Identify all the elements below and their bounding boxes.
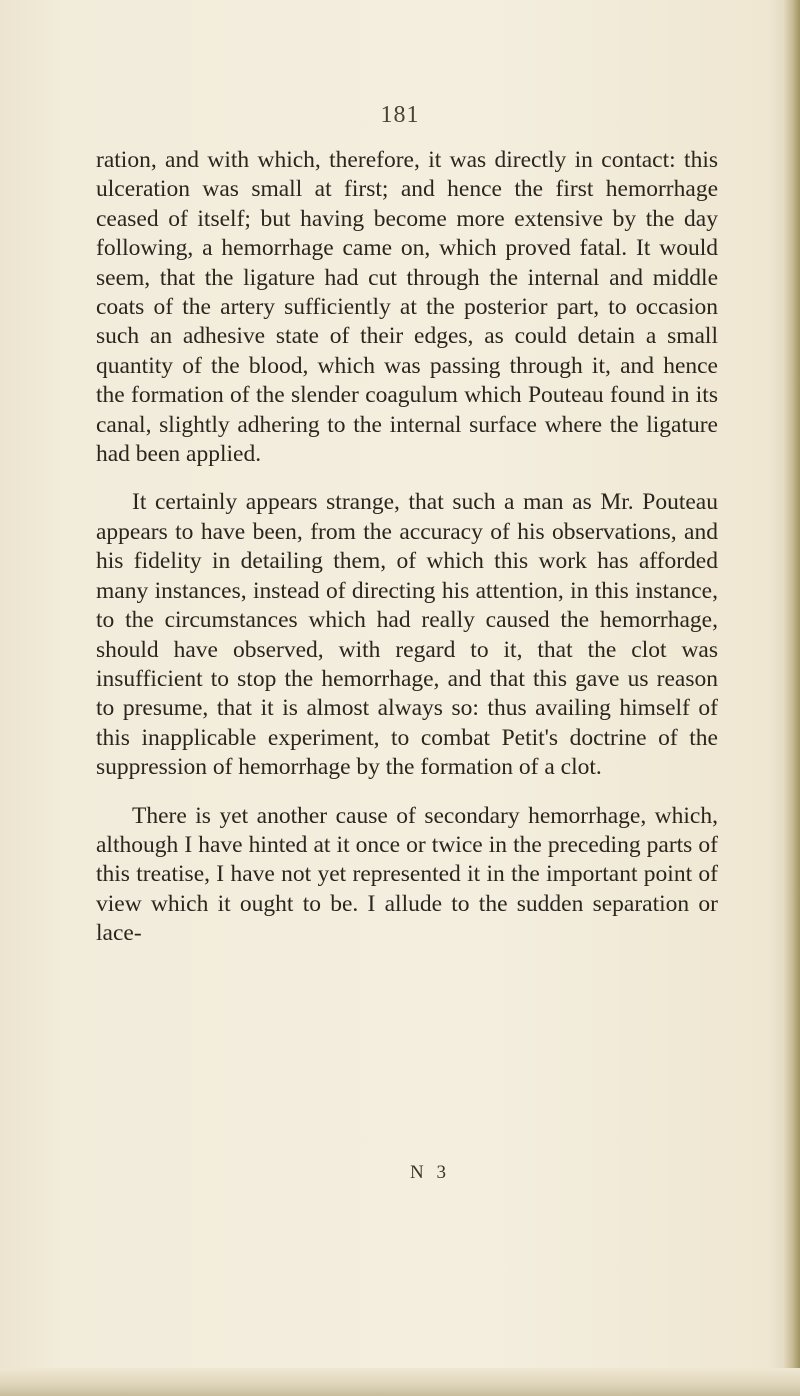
page-edge-bottom bbox=[0, 1368, 800, 1396]
paragraph-1: ration, and with which, therefore, it was directly in contact: this ulceration was small at first; and hence the first hemorrhage ceased of itself; but having become more extensive by the day following, a hemorrhage came on, which proved fatal. It would seem, that the ligature had cut through the internal and middle coats of the artery sufficiently at the posterior part, to occasion such an adhesive state of their edges, as could detain a small quantity of the blood, which was passing through it, and hence the formation of the slender coagulum which Pouteau found in its canal, slightly adhering to the internal surface where the ligature had been applied. bbox=[96, 147, 718, 468]
page-edge-right bbox=[784, 0, 800, 1396]
paragraph-2: It certainly appears strange, that such a man as Mr. Pouteau appears to have been, from the accuracy of his observations, and his fidelity in detailing them, of which this work has afforded many instances, instead of directing his attention, in this instance, to the circumstances which had really caused the hemorrhage, should have observed, with regard to it, that the clot was insufficient to stop the hemorrhage, and that this gave us reason to presume, that it is almost always so: thus availing himself of this inapplicable experiment, to combat Petit's doctrine of the suppression of hemorrhage by the formation of a clot. bbox=[96, 489, 718, 781]
page-number: 181 bbox=[380, 102, 420, 128]
body-text bbox=[96, 146, 718, 949]
signature-mark: N 3 bbox=[410, 1162, 450, 1183]
paragraph-3: There is yet another cause of secondary hemorrhage, which, although I have hinted at it once or twice in the preceding parts of this treatise, I have not yet represented it in the important point of view which it ought to be. I allude to the sudden separation or lace- bbox=[96, 802, 718, 947]
